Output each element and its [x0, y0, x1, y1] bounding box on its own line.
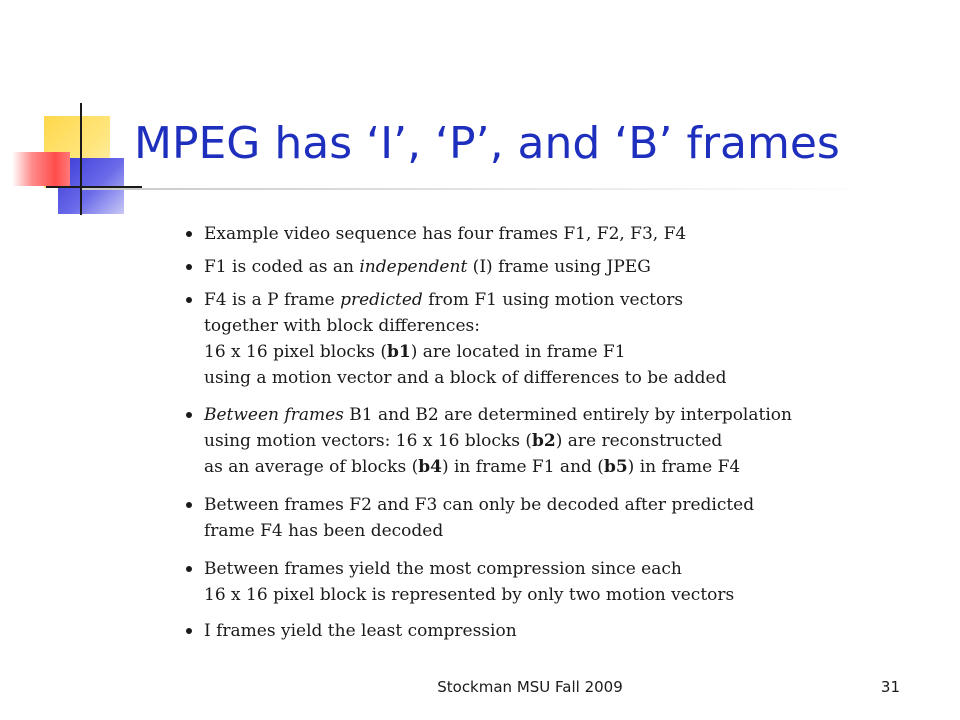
bullet-line [204, 221, 884, 247]
bullet-line [204, 365, 884, 391]
slide-title: MPEG has ‘I’, ‘P’, and ‘B’ frames [134, 118, 840, 169]
page-number: 31 [880, 678, 900, 696]
text-run: using a motion vector and a block of differences to be added [204, 368, 727, 388]
bullet-dot-icon [186, 566, 192, 572]
text-run: F4 is a P frame [204, 290, 341, 310]
text-run: b2 [532, 431, 556, 451]
bullet-line [204, 254, 884, 280]
bullet-dot-icon [186, 502, 192, 508]
text-run: 16 x 16 pixel block is represented by only two motion vectors [204, 585, 735, 605]
text-run: from F1 using motion vectors [422, 290, 684, 310]
text-run: Between frames yield the most compression since each [204, 559, 682, 579]
bullet-line [204, 428, 884, 454]
bullet-line [204, 618, 884, 644]
title-underline [82, 188, 872, 190]
bullet-item [184, 556, 884, 608]
text-run: using motion vectors: 16 x 16 blocks ( [204, 431, 532, 451]
bullet-line [204, 339, 884, 365]
bullet-line [204, 518, 884, 544]
bullet-line [204, 582, 884, 608]
text-run: as an average of blocks ( [204, 457, 419, 477]
bullet-dot-icon [186, 264, 192, 270]
bullet-line [204, 402, 884, 428]
bullet-line [204, 556, 884, 582]
text-run: (I) frame using JPEG [467, 257, 651, 277]
text-run: b4 [418, 457, 442, 477]
text-run: predicted [340, 290, 423, 310]
bullet-item [184, 492, 884, 544]
text-run: ) in frame F4 [627, 457, 741, 477]
bullet-item [184, 618, 884, 644]
bullet-dot-icon [186, 297, 192, 303]
text-run: ) are located in frame F1 [410, 342, 626, 362]
text-run: independent [359, 257, 468, 277]
bullet-line [204, 313, 884, 339]
bullet-item [184, 287, 884, 391]
text-run: B1 and B2 are determined entirely by interpolation [343, 405, 792, 425]
bullet-list [184, 221, 884, 644]
decorative-red-bar [12, 152, 70, 186]
text-run: ) in frame F1 and ( [441, 457, 604, 477]
text-run: together with block differences: [204, 316, 480, 336]
text-run: F1 is coded as an [204, 257, 360, 277]
text-run: frame F4 has been decoded [204, 521, 444, 541]
text-run: b1 [387, 342, 411, 362]
bullet-dot-icon [186, 412, 192, 418]
bullet-line [204, 492, 884, 518]
bullet-dot-icon [186, 628, 192, 634]
text-run: I frames yield the least compression [204, 621, 517, 641]
text-run: ) are reconstructed [555, 431, 723, 451]
decorative-vertical-line [80, 103, 82, 215]
text-run: 16 x 16 pixel blocks ( [204, 342, 388, 362]
text-run: Example video sequence has four frames F1, F2, F3, F4 [204, 224, 687, 244]
bullet-line [204, 454, 884, 480]
bullet-dot-icon [186, 231, 192, 237]
bullet-item [184, 402, 884, 480]
text-run: b5 [603, 457, 628, 477]
bullet-line [204, 287, 884, 313]
footer-text: Stockman MSU Fall 2009 [437, 678, 623, 696]
bullet-item [184, 254, 884, 280]
text-run: Between frames F2 and F3 can only be decoded after predicted [204, 495, 755, 515]
text-run: Between frames [204, 405, 344, 425]
bullet-item [184, 221, 884, 247]
